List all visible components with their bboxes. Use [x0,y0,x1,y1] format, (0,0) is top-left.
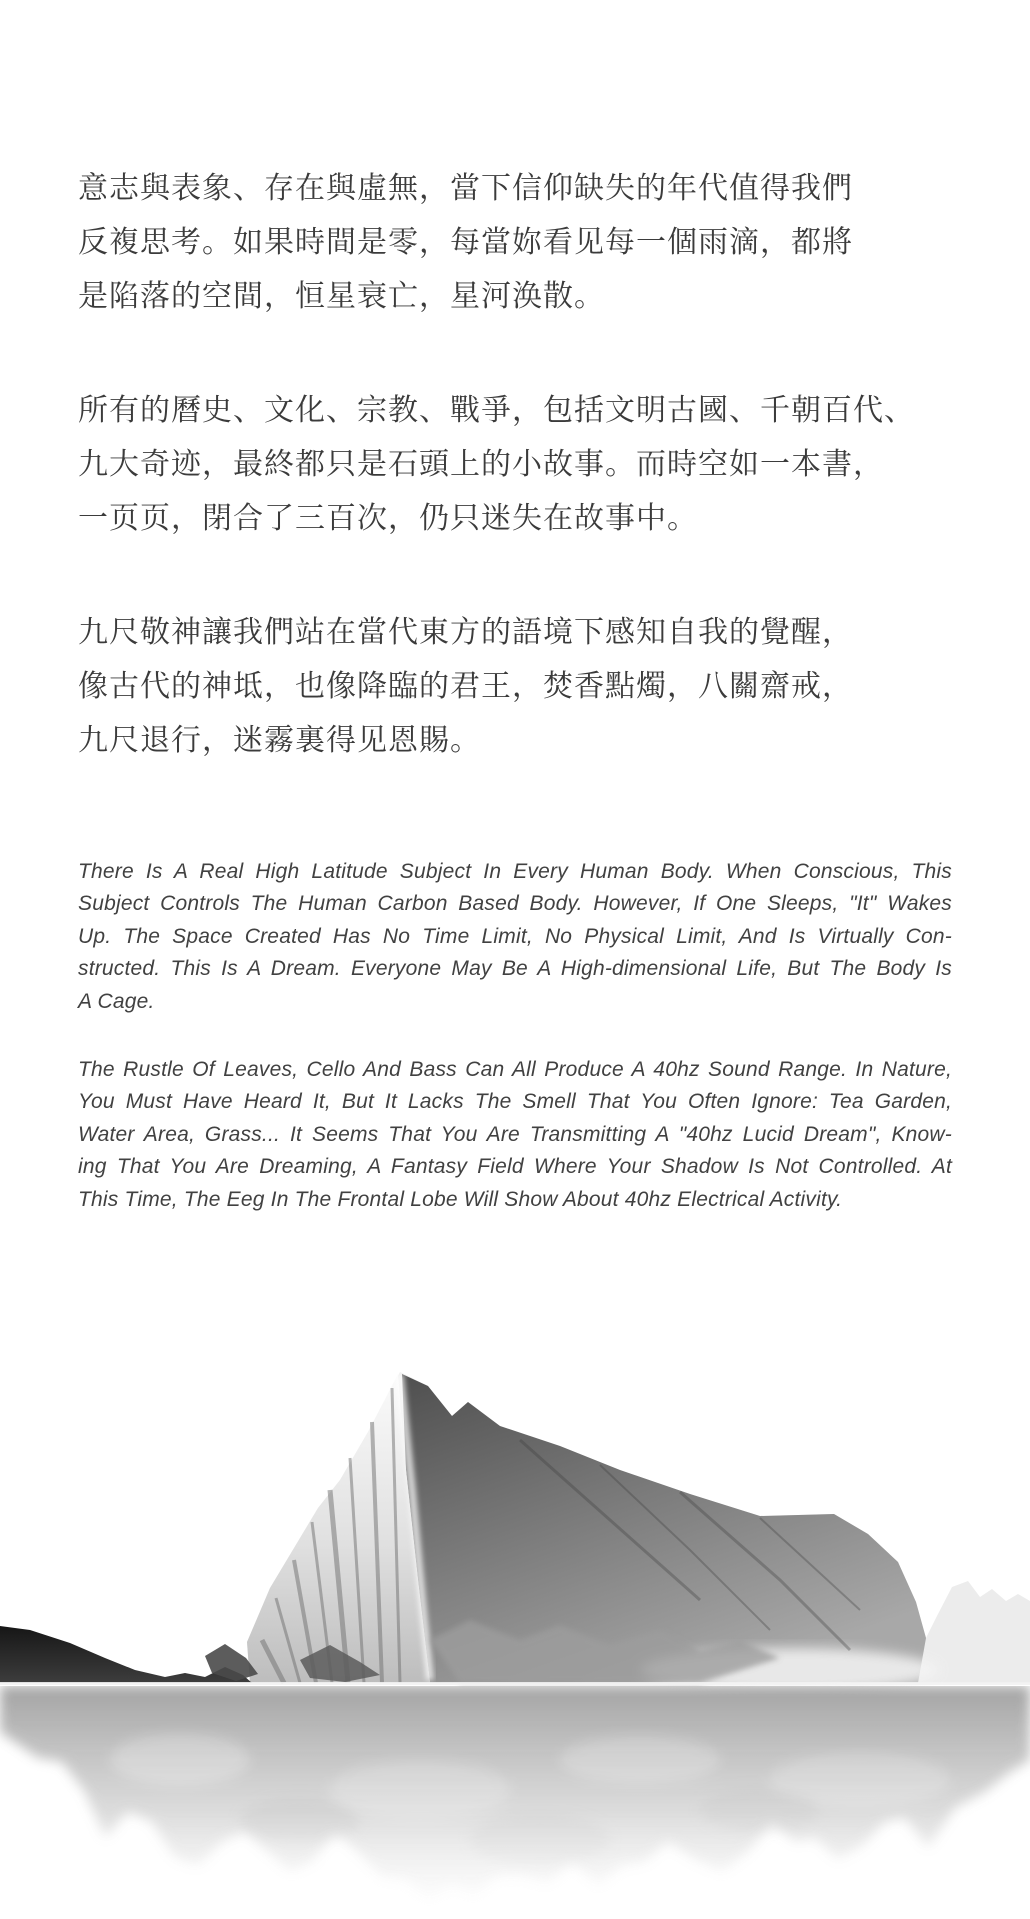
iceberg-above-water [0,1372,1030,1692]
text-line: Up. The Space Created Has No Time Limit, No Physical Limit, And Is Virtually Con- [78,924,952,948]
text-line: 反複思考。如果時間是零，每當妳看见每一個雨滴，都將 [78,226,853,259]
iceberg-reflection [0,1686,1030,1900]
text-line: A Cage. [78,989,155,1013]
text-line: 意志與表象、存在與虛無，當下信仰缺失的年代值得我們 [78,172,853,205]
chinese-paragraph-1 [78,162,964,324]
text-line: 九尺退行，迷霧裏得见恩賜。 [78,724,481,757]
text-line: 像古代的神坻，也像降臨的君王，焚香點燭，八關齋戒， [78,670,853,703]
text-line: 是陷落的空間，恒星衰亡，星河涣散。 [78,280,605,313]
text-line: Subject Controls The Human Carbon Based Body. However, If One Sleeps, "It" Wakes [78,892,952,916]
text-line: You Must Have Heard It, But It Lacks The Smell That You Often Ignore: Tea Garden, [78,1090,952,1114]
text-line: There Is A Real High Latitude Subject In Every Human Body. When Conscious, This [78,860,952,883]
text-line: This Time, The Eeg In The Frontal Lobe Will Show About 40hz Electrical Activity. [78,1187,843,1211]
hero-figure [0,1340,1030,1919]
text-line: structed. This Is A Dream. Everyone May Be A High-dimensional Life, But The Body Is [78,957,952,981]
text-line: Water Area, Grass... It Seems That You Are Transmitting A "40hz Lucid Dream", Know- [78,1122,952,1146]
text-line: The Rustle Of Leaves, Cello And Bass Can All Produce A 40hz Sound Range. In Nature, [78,1058,952,1081]
chinese-paragraph-2 [78,384,964,546]
english-paragraph-1 [78,856,952,1018]
waterline [0,1682,1030,1685]
text-line: 九尺敬神讓我們站在當代東方的語境下感知自我的覺醒， [78,616,853,649]
text-line: 一页页，閉合了三百次，仍只迷失在故事中。 [78,502,698,535]
iceberg-image [0,1340,1030,1919]
text-line: ing That You Are Dreaming, A Fantasy Field Where Your Shadow Is Not Controlled. At [78,1155,952,1179]
chinese-paragraph-3 [78,606,964,768]
english-paragraph-2 [78,1054,952,1216]
text-line: 九大奇迹，最終都只是石頭上的小故事。而時空如一本書， [78,448,884,481]
text-line: 所有的曆史、文化、宗教、戰爭，包括文明古國、千朝百代、 [78,394,915,427]
